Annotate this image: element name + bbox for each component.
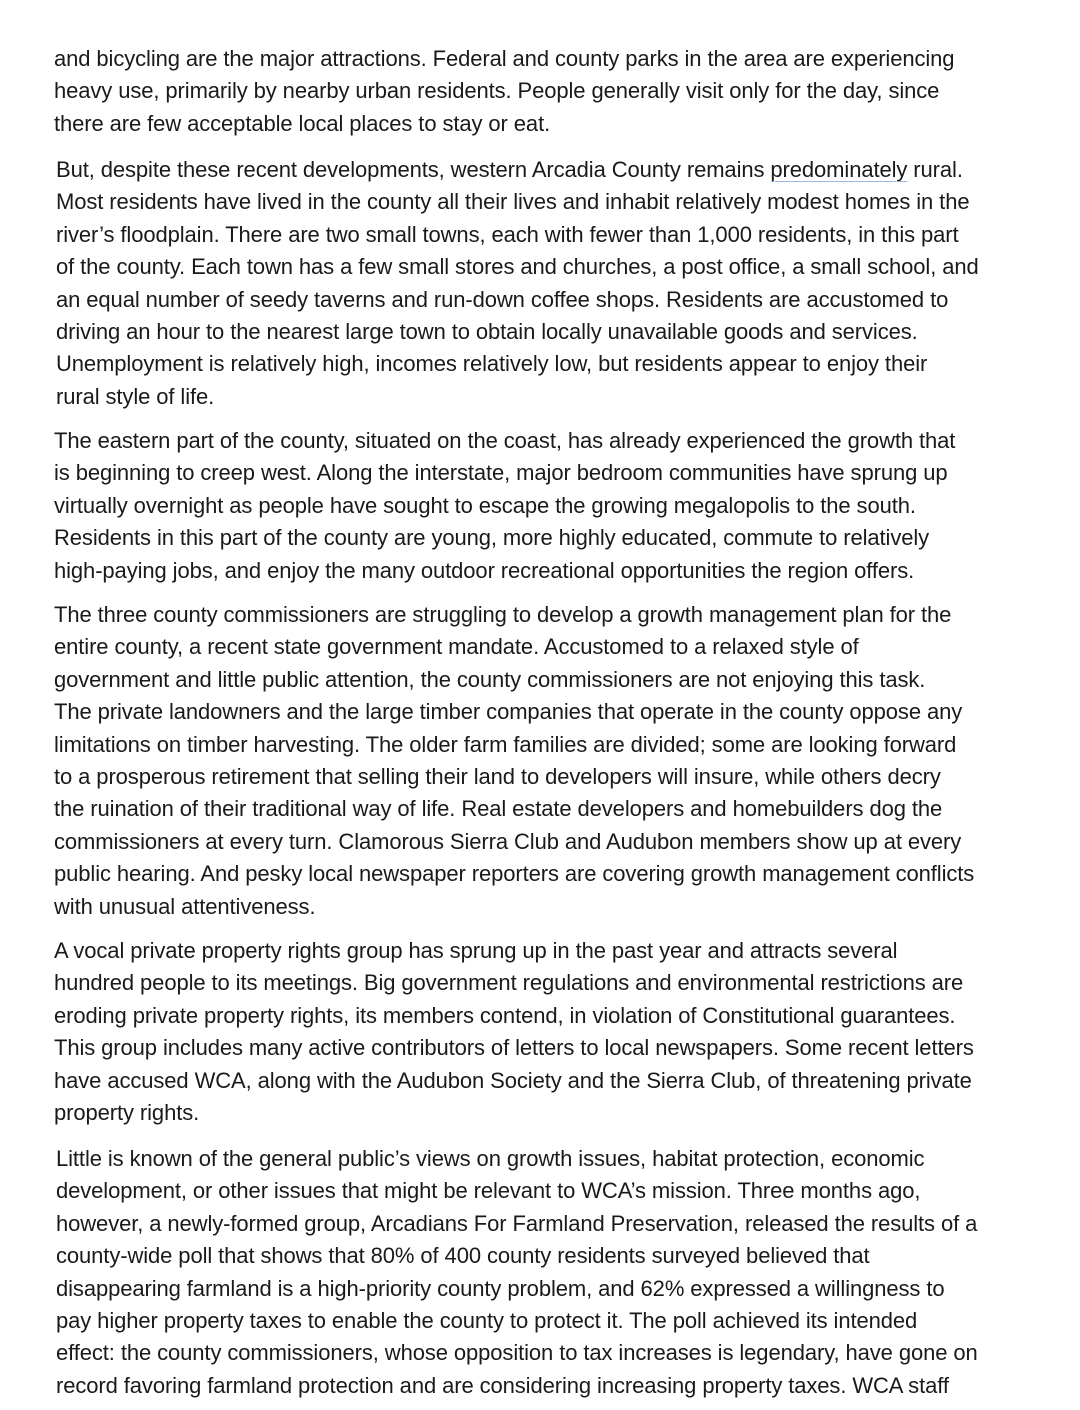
text-line: entire county, a recent state government mandate. Accustomed to a relaxed style of (54, 634, 859, 660)
text-line: The eastern part of the county, situated on the coast, has already experienced the growth that (54, 428, 956, 453)
text-line: Unemployment is relatively high, incomes relatively low, but residents appear to enjoy their (56, 351, 928, 377)
text-line: pay higher property taxes to enable the county to protect it. The poll achieved its intended (56, 1307, 918, 1333)
text-line: This group includes many active contributors of letters to local newspapers. Some recent letters (54, 1035, 974, 1061)
text-line: however, a newly-formed group, Arcadians For Farmland Preservation, released the results of a (56, 1210, 978, 1236)
text-line: Most residents have lived in the county all their lives and inhabit relatively modest homes in the (56, 189, 970, 215)
text-line: to a prosperous retirement that selling their land to developers will insure, while others decry (54, 763, 941, 789)
text-line: heavy use, primarily by nearby urban residents. People generally visit only for the day, since (54, 78, 940, 104)
spellcheck-underlined-word: predominately (770, 157, 908, 182)
paragraph-western-county (56, 154, 979, 413)
paragraph-public-views (56, 1143, 978, 1402)
text-line: driving an hour to the nearest large town to obtain locally unavailable goods and services. (56, 318, 918, 344)
text-line: The private landowners and the large timber companies that operate in the county oppose any (54, 699, 963, 725)
text-line: property rights. (54, 1099, 200, 1125)
text-line (56, 154, 979, 186)
text-line: development, or other issues that might be relevant to WCA’s mission. Three months ago, (56, 1178, 921, 1204)
text-line: disappearing farmland is a high-priority county problem, and 62% expressed a willingness to (56, 1275, 945, 1301)
text-line: river’s floodplain. There are two small towns, each with fewer than 1,000 residents, in this part (56, 221, 959, 247)
text-line: rural style of life. (56, 383, 215, 409)
text-line: an equal number of seedy taverns and run-down coffee shops. Residents are accustomed to (56, 286, 949, 312)
paragraph-eastern-county (54, 425, 955, 587)
text-line: county-wide poll that shows that 80% of 400 county residents surveyed believed that (56, 1243, 870, 1269)
text-segment: rural. (907, 157, 963, 182)
text-line: of the county. Each town has a few small stores and churches, a post office, a small school, and (56, 254, 979, 280)
text-line: high-paying jobs, and enjoy the many outdoor recreational opportunities the region offers. (54, 557, 915, 583)
text-segment: But, despite these recent developments, western Arcadia County remains (56, 157, 771, 182)
text-line: The three county commissioners are struggling to develop a growth management plan for the (54, 602, 952, 627)
paragraph-property-rights-group (54, 935, 974, 1129)
text-line: and bicycling are the major attractions. Federal and county parks in the area are experiencing (54, 46, 955, 71)
text-line: public hearing. And pesky local newspaper reporters are covering growth management conflicts (54, 861, 975, 887)
text-line: virtually overnight as people have sought to escape the growing megalopolis to the south. (54, 492, 916, 518)
text-line: commissioners at every turn. Clamorous Sierra Club and Audubon members show up at every (54, 828, 962, 854)
text-line: effect: the county commissioners, whose opposition to tax increases is legendary, have gone on (56, 1340, 978, 1366)
text-line: there are few acceptable local places to stay or eat. (54, 110, 551, 136)
text-line: record favoring farmland protection and are considering increasing property taxes. WCA staff (56, 1372, 949, 1398)
text-line: have accused WCA, along with the Audubon Society and the Sierra Club, of threatening private (54, 1067, 972, 1093)
text-line: Little is known of the general public’s views on growth issues, habitat protection, economic (56, 1146, 925, 1171)
text-line: Residents in this part of the county are young, more highly educated, commute to relatively (54, 525, 930, 551)
text-line: the ruination of their traditional way of life. Real estate developers and homebuilders dog the (54, 796, 943, 822)
text-line: eroding private property rights, its members contend, in violation of Constitutional guarantees. (54, 1002, 956, 1028)
paragraph-commissioners (54, 599, 974, 923)
text-line: limitations on timber harvesting. The older farm families are divided; some are looking forward (54, 731, 957, 757)
text-line: A vocal private property rights group has sprung up in the past year and attracts several (54, 938, 898, 963)
text-line: with unusual attentiveness. (54, 893, 316, 919)
text-line: government and little public attention, the county commissioners are not enjoying this task. (54, 666, 926, 692)
paragraph-recreation-use (54, 43, 954, 140)
text-line: is beginning to creep west. Along the interstate, major bedroom communities have sprung up (54, 460, 948, 486)
text-line: hundred people to its meetings. Big government regulations and environmental restrictions are (54, 970, 964, 996)
